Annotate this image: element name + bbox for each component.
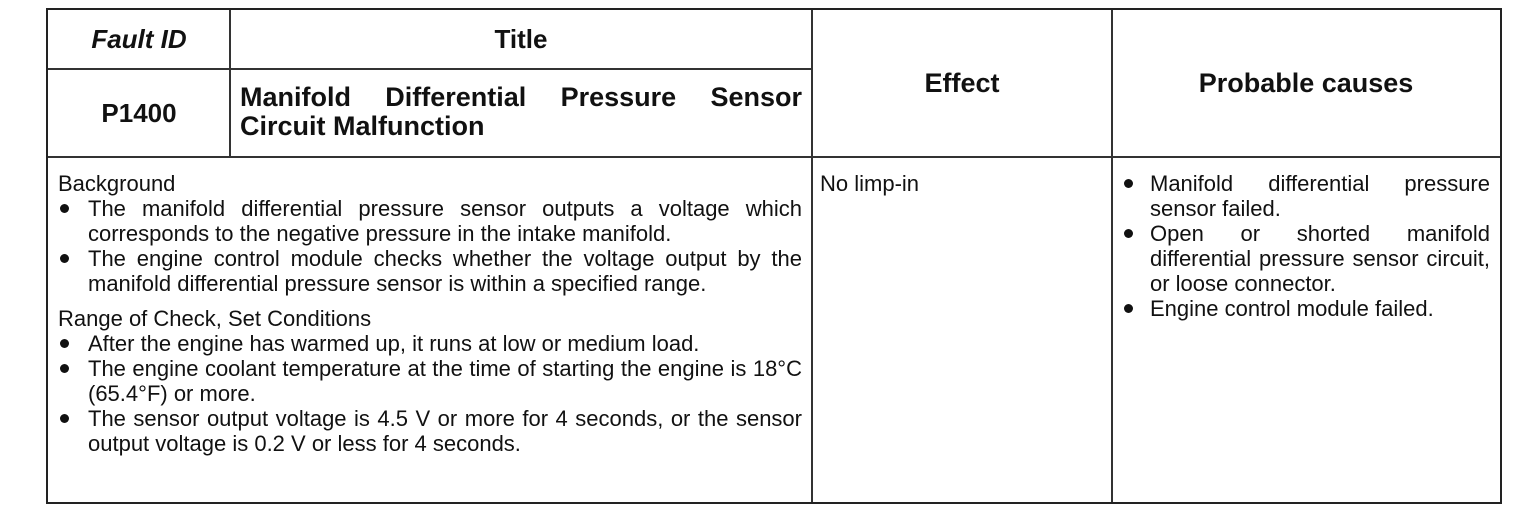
probable-causes-cell: [1112, 157, 1500, 502]
background-item-text: The engine control module checks whether the voltage output by the manifold differential pressure sensor is within a specified range.: [88, 246, 802, 296]
list-item: [58, 356, 802, 406]
list-item: [58, 406, 802, 456]
bullet-icon: [60, 339, 69, 348]
list-item: [58, 246, 802, 296]
probable-causes-list: [1120, 171, 1490, 321]
range-of-check-list: [58, 331, 802, 456]
bullet-icon: [60, 364, 69, 373]
background-item-text: The manifold differential pressure sensor outputs a voltage which corresponds to the negative pressure in the intake manifold.: [88, 196, 802, 246]
range-of-check-heading: Range of Check, Set Conditions: [58, 306, 372, 331]
list-item: [1120, 171, 1490, 221]
list-item: [1120, 221, 1490, 296]
fault-table: [46, 8, 1502, 504]
range-item-text: After the engine has warmed up, it runs at low or medium load.: [88, 331, 700, 356]
description-cell: [48, 157, 812, 502]
effect-text: No limp-in: [820, 171, 920, 196]
fault-id-header-label: Fault ID: [91, 24, 187, 54]
probable-causes-header-label: Probable causes: [1198, 68, 1414, 98]
effect-header: [812, 10, 1112, 157]
list-item: [1120, 296, 1490, 321]
effect-header-label: Effect: [924, 68, 1000, 98]
title-header: [230, 10, 812, 69]
list-item: [58, 196, 802, 246]
probable-causes-header: [1112, 10, 1500, 157]
background-list: [58, 196, 802, 296]
range-item-text: The sensor output voltage is 4.5 V or more for 4 seconds, or the sensor output voltage is 0.2 V or less for 4 seconds.: [88, 406, 802, 456]
fault-id-header: [48, 10, 230, 69]
fault-code: P1400: [101, 97, 177, 128]
fault-title: Manifold Differential Pressure Sensor Circuit Malfunction: [240, 82, 802, 141]
cause-text: Engine control module failed.: [1150, 296, 1434, 321]
bullet-icon: [60, 414, 69, 423]
bullet-icon: [1124, 229, 1133, 238]
cause-text: Manifold differential pressure sensor failed.: [1150, 171, 1490, 221]
effect-cell: [812, 157, 1112, 502]
list-item: [58, 331, 802, 356]
title-header-label: Title: [494, 24, 548, 54]
bullet-icon: [1124, 179, 1133, 188]
bullet-icon: [1124, 304, 1133, 313]
bullet-icon: [60, 254, 69, 263]
background-heading: Background: [58, 171, 176, 196]
bullet-icon: [60, 204, 69, 213]
fault-id-value: [48, 69, 230, 157]
cause-text: Open or shorted manifold differential pressure sensor circuit, or loose connector.: [1150, 221, 1490, 296]
range-item-text: The engine coolant temperature at the time of starting the engine is 18°C (65.4°F) or more.: [88, 356, 802, 406]
